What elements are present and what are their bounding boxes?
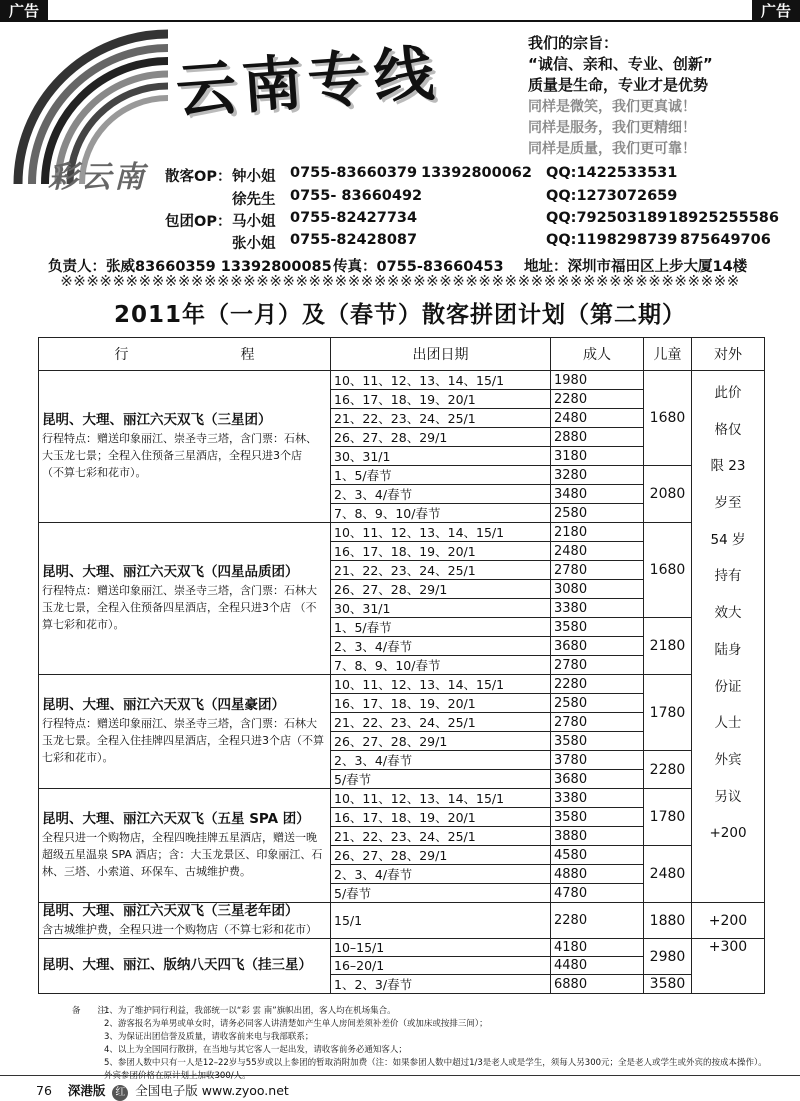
route-description: 行程特点：赠送印象丽江、崇圣寺三塔，含门票：石林大玉龙七景，全程入住预备四星酒店，全程只进3个店 （不算七彩和花市）。 [42,584,317,631]
departure-date-cell: 1、5/春节 [331,466,551,485]
route-cell [39,371,331,523]
table-row [39,371,765,390]
route-title: 昆明、大理、丽江六天双飞（四星品质团） [42,564,299,580]
site-link[interactable]: 全国电子版 www.zyoo.net [135,1083,289,1098]
motto-quote: “诚信、亲和、专业、创新” [528,55,713,73]
route-description: 含古城维护费，全程只进一个购物店（不算七彩和花市） [42,923,317,936]
adult-price-cell: 4480 [551,957,644,975]
departure-date-cell: 16、17、18、19、20/1 [331,808,551,827]
contact-mobile: 875649706 [680,232,771,248]
departure-date-cell: 2、3、4/春节 [331,865,551,884]
table-row [39,903,765,939]
departure-date-cell: 7、8、9、10/春节 [331,504,551,523]
contact-qq: QQ:1422533531 [546,165,678,181]
other-note-line: 岁至 [714,495,742,512]
adult-price-cell: 2480 [551,409,644,428]
departure-date-cell: 15/1 [331,903,551,939]
motto-slogan: 同样是服务，我们更精细！ [528,120,696,136]
route-title: 昆明、大理、丽江六天双飞（三星老年团） [42,903,299,919]
contact-name: 徐先生 [232,192,276,208]
departure-date-cell: 16、17、18、19、20/1 [331,694,551,713]
departure-date-cell: 2、3、4/春节 [331,751,551,770]
departure-date-cell: 16、17、18、19、20/1 [331,390,551,409]
footer-divider [0,1075,800,1076]
other-note-line: +200 [709,825,747,842]
departure-date-cell: 2、3、4/春节 [331,485,551,504]
footer [36,1081,289,1101]
motto-slogan: 同样是微笑，我们更真诚！ [528,99,696,115]
header-route: 行 程 [39,338,331,371]
star-divider: ※※※※※※※※※※※※※※※※※※※※※※※※※※※※※※※※※※※※※※※※※※※※※※※※※※※※ [60,272,740,290]
adult-price-cell: 4580 [551,846,644,865]
route-description: 行程特点：赠送印象丽江、崇圣寺三塔，含门票：石林、大玉龙七景；全程入住预备三星酒店，全程只进3个店 （不算七彩和花市）。 [42,432,317,479]
contact-phone: 0755-82427734 [290,210,418,226]
adult-price-cell: 3480 [551,485,644,504]
departure-date-cell: 2、3、4/春节 [331,637,551,656]
departure-date-cell: 10–15/1 [331,939,551,957]
departure-date-cell: 16–20/1 [331,957,551,975]
departure-date-cell: 21、22、23、24、25/1 [331,827,551,846]
adult-price-cell: 2280 [551,903,644,939]
departure-date-cell: 10、11、12、13、14、15/1 [331,675,551,694]
contact-label: 散客OP： [165,169,232,185]
route-description: 行程特点：赠送印象丽江、崇圣寺三塔，含门票：石林大玉龙七景。全程入住挂牌四星酒店，全程只进3个店（不算七彩和花市）。 [42,717,324,764]
adult-price-cell: 4180 [551,939,644,957]
route-cell [39,903,331,939]
brand-subtitle: 彩云南 [48,160,147,195]
adult-price-cell: 3180 [551,447,644,466]
contact-mobile: 13392800062 [421,165,532,181]
other-notes-cell [692,371,765,903]
top-divider [0,20,800,22]
contact-phone: 0755-83660379 [290,165,418,181]
brand-title: 云南专线 [173,38,443,127]
adult-price-cell: 6880 [551,975,644,994]
departure-date-cell: 30、31/1 [331,447,551,466]
child-price-cell: 2980 [644,939,692,975]
contact-mobile: 18925255586 [668,210,779,226]
contact-fax: 传真：0755-83660453 [333,259,504,275]
child-price-cell: 2080 [644,466,692,523]
adult-price-cell: 2480 [551,542,644,561]
route-title: 昆明、大理、丽江六天双飞（四星豪团） [42,697,285,713]
header-adult: 成人 [551,338,644,371]
other-note-line: 另议 [714,788,742,805]
child-price-cell: 2280 [644,751,692,789]
ad-tag-left: 广告 [0,0,48,22]
route-cell [39,939,331,994]
tour-price-table [38,337,765,994]
table-row [39,789,765,808]
route-cell [39,675,331,789]
contact-address: 地址：深圳市福田区上步大厦14楼 [524,259,748,275]
departure-date-cell: 7、8、9、10/春节 [331,656,551,675]
header-date: 出团日期 [331,338,551,371]
departure-date-cell: 1、2、3/春节 [331,975,551,994]
ad-tag-right: 广告 [752,0,800,22]
departure-date-cell: 26、27、28、29/1 [331,428,551,447]
child-price-cell: 2480 [644,846,692,903]
adult-price-cell: 2780 [551,656,644,675]
header-child: 儿童 [644,338,692,371]
adult-price-cell: 2280 [551,675,644,694]
other-note-line: 此价 [714,385,742,401]
adult-price-cell: 3680 [551,637,644,656]
child-price-cell: 3580 [644,975,692,994]
table-row [39,523,765,542]
departure-date-cell: 1、5/春节 [331,618,551,637]
child-price-cell: 1780 [644,789,692,846]
route-title: 昆明、大理、丽江、版纳八天四飞（挂三星） [42,957,312,973]
departure-date-cell: 26、27、28、29/1 [331,732,551,751]
adult-price-cell: 3680 [551,770,644,789]
table-row [39,675,765,694]
other-surcharge-cell: +300 [692,939,765,994]
adult-price-cell: 3280 [551,466,644,485]
contact-phone: 0755-82428087 [290,232,418,248]
route-description: 全程只进一个购物店，全程四晚挂牌五星酒店，赠送一晚超级五星温泉 SPA 酒店；含：大玉龙景区、印象丽江、石林、三塔、小索道、环保车、古城维护费。 [42,831,323,878]
contact-label: 包团OP： [165,214,232,230]
child-price-cell: 1880 [644,903,692,939]
adult-price-cell: 1980 [551,371,644,390]
other-note-line: 外宾 [714,751,742,768]
edition-label: 深港版 [67,1083,106,1098]
departure-date-cell: 5/春节 [331,770,551,789]
note-item: 5、参团人数中只有一人是12–22岁与55岁或以上参团的暂取消附加费（注：如果参团人数中超过1/3是老人或是学生，须每人另300元；全是老人或学生或外宾的按成本操作）。外宾参团价格在原计划上加收300/人。 [104,1058,767,1081]
page-number: 76 [36,1083,52,1098]
other-note-line: 54 岁 [710,531,746,548]
adult-price-cell: 3580 [551,618,644,637]
edition-mark-icon: 红 [112,1085,128,1101]
header-other: 对外 [692,338,765,371]
contact-phone: 0755- 83660492 [290,188,423,204]
notes-label: 备 注： [72,1006,115,1016]
adult-price-cell: 2780 [551,561,644,580]
adult-price-cell: 4880 [551,865,644,884]
contact-manager: 负责人：张威83660359 13392800085 [48,259,332,275]
note-item: 1、为了维护同行利益，我部统一以“彩 雲 南”旗帜出团，客人均在机场集合。 [104,1006,396,1016]
note-item: 2、游客报名为单男或单女时，请务必同客人讲清楚如产生单人房间差须补差价（或加床或按排三间）； [104,1019,488,1029]
other-note-line: 效大 [714,605,742,622]
departure-date-cell: 10、11、12、13、14、15/1 [331,523,551,542]
other-note-line: 限 23 [710,458,746,475]
notes-section [72,1005,772,1083]
route-cell [39,789,331,903]
adult-price-cell: 3580 [551,732,644,751]
departure-date-cell: 21、22、23、24、25/1 [331,409,551,428]
adult-price-cell: 4780 [551,884,644,903]
other-surcharge-cell: +200 [692,903,765,939]
child-price-cell: 1680 [644,523,692,618]
departure-date-cell: 16、17、18、19、20/1 [331,542,551,561]
adult-price-cell: 2180 [551,523,644,542]
adult-price-cell: 2280 [551,390,644,409]
other-note-line: 陆身 [714,641,742,658]
note-item: 3、为保证出团信誉及质量，请收客前来电与我部联系； [104,1032,314,1042]
table-header-row [39,338,765,371]
other-note-line: 份证 [714,678,742,695]
departure-date-cell: 10、11、12、13、14、15/1 [331,371,551,390]
motto-slogan: 同样是质量，我们更可靠！ [528,141,696,157]
adult-price-cell: 3880 [551,827,644,846]
adult-price-cell: 2580 [551,694,644,713]
adult-price-cell: 2580 [551,504,644,523]
contact-name: 马小姐 [232,214,276,230]
contact-name: 钟小姐 [232,169,276,185]
route-title: 昆明、大理、丽江六天双飞（三星团） [42,412,272,428]
adult-price-cell: 2780 [551,713,644,732]
departure-date-cell: 10、11、12、13、14、15/1 [331,789,551,808]
contact-qq: QQ:1273072659 [546,188,678,204]
adult-price-cell: 3080 [551,580,644,599]
departure-date-cell: 26、27、28、29/1 [331,846,551,865]
contact-qq: QQ:1198298739 [546,232,678,248]
departure-date-cell: 26、27、28、29/1 [331,580,551,599]
motto-line: 质量是生命，专业才是优势 [528,76,709,94]
other-note-line: 人士 [714,715,742,732]
other-note-line: 格仅 [714,421,742,438]
child-price-cell: 2180 [644,618,692,675]
motto-heading: 我们的宗旨： [528,34,619,52]
departure-date-cell: 5/春节 [331,884,551,903]
other-note-line: 持有 [714,568,742,585]
departure-date-cell: 21、22、23、24、25/1 [331,713,551,732]
motto-block [528,32,793,158]
note-item: 4、以上为全国同行散拼，在当地与其它客人一起出发，请收客前务必通知客人； [104,1045,407,1055]
departure-date-cell: 30、31/1 [331,599,551,618]
adult-price-cell: 3780 [551,751,644,770]
table-row [39,939,765,957]
adult-price-cell: 2880 [551,428,644,447]
adult-price-cell: 3580 [551,808,644,827]
child-price-cell: 1680 [644,371,692,466]
adult-price-cell: 3380 [551,789,644,808]
route-cell [39,523,331,675]
route-title: 昆明、大理、丽江六天双飞（五星 SPA 团） [42,811,310,827]
departure-date-cell: 21、22、23、24、25/1 [331,561,551,580]
adult-price-cell: 3380 [551,599,644,618]
contact-name: 张小姐 [232,236,276,252]
page-title: 2011年（一月）及（春节）散客拼团计划（第二期） [113,302,686,328]
contact-qq: QQ:792503189 [546,210,668,226]
child-price-cell: 1780 [644,675,692,751]
